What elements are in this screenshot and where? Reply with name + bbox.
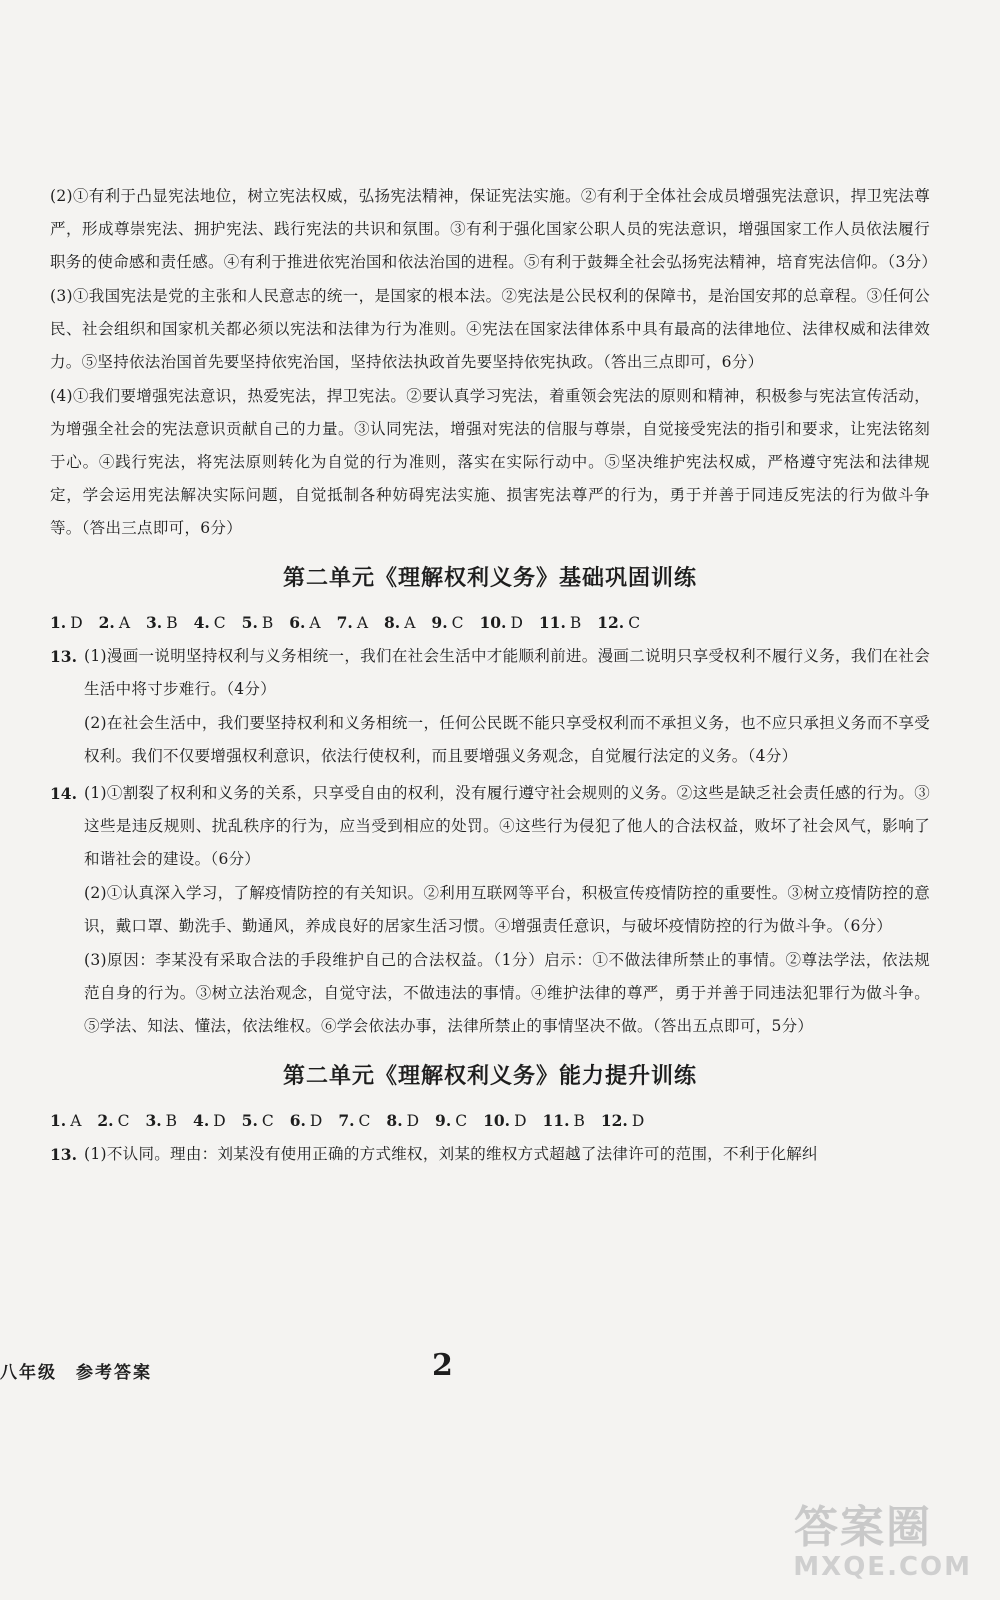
choice-answer: D [213,1112,226,1130]
choice-number: 9. [431,613,448,632]
choice-number: 1. [50,1111,67,1130]
choice-answer: A [70,1112,82,1130]
choice-answer: C [628,614,641,632]
footer-label: 八年级 参考答案 [0,1363,152,1383]
choice-number: 5. [241,1111,258,1130]
choice-answer: D [70,614,83,632]
answer-page [50,180,938,1171]
choice-number: 11. [542,1111,570,1130]
choice-answer: A [404,614,416,632]
answer-paragraph: (1)①割裂了权利和义务的关系，只享受自由的权利，没有履行遵守社会规则的义务。②这些是缺乏社会责任感的行为。③这些是违反规则、扰乱秩序的行为，应当受到相应的处罚。④这些行为侵犯了他人的合法权益，败坏了社会风气，影响了和谐社会的建设。（6分） [84,784,930,868]
choice-answer: C [261,1112,274,1130]
choice-number: 9. [435,1111,452,1130]
choice-answer: A [118,614,131,632]
choice-answer: B [261,614,274,632]
choice-number: 12. [597,613,625,632]
question-number: 14. [50,784,77,803]
multiple-choice-answers [50,1104,930,1138]
choice-number: 8. [386,1111,403,1130]
watermark-url: MXQE.COM [793,1552,972,1582]
choice-answer: D [309,1112,323,1130]
section-title: 第二单元《理解权利义务》基础巩固训练 [282,566,697,591]
choice-answer: C [117,1112,130,1130]
watermark [752,1487,972,1582]
choice-answer: B [569,614,582,632]
choice-number: 4. [193,1111,210,1130]
choice-number: 7. [336,613,353,632]
choice-number: 4. [193,613,210,632]
choice-answer: C [455,1112,468,1130]
choice-answer: D [631,1112,645,1130]
answer-paragraph: (3)①我国宪法是党的主张和人民意志的统一，是国家的根本法。②宪法是公民权利的保障书，是治国安邦的总章程。③任何公民、社会组织和国家机关都必须以宪法和法律为行为准则。④宪法在国家法律体系中具有最高的法律地位、法律权威和法律效力。⑤坚持依法治国首先要坚持依宪治国，坚持依法执政首先要坚持依宪执政。（答出三点即可，6分） [50,287,930,371]
choice-answer: B [165,1112,178,1130]
choice-answer: A [356,614,369,632]
choice-answer: C [451,614,464,632]
choice-number: 5. [241,613,258,632]
choice-number: 6. [289,613,306,632]
choice-answer: D [514,1112,527,1130]
multiple-choice-answers [50,606,930,640]
choice-number: 3. [145,1111,162,1130]
question-13 [50,640,930,773]
choice-number: 2. [97,1111,114,1130]
answer-paragraph: (2)在社会生活中，我们要坚持权利和义务相统一，任何公民既不能只享受权利而不承担义务，也不应只承担义务而不享受权利。我们不仅要增强权利意识，依法行使权利，而且要增强义务观念，自觉履行法定的义务。（4分） [84,714,930,765]
question-14 [50,777,930,1043]
choice-answer: D [510,614,523,632]
section-title: 第二单元《理解权利义务》能力提升训练 [282,1064,697,1089]
choice-number: 2. [98,613,115,632]
answer-paragraph: (4)①我们要增强宪法意识，热爱宪法，捍卫宪法。②要认真学习宪法，着重领会宪法的原则和精神，积极参与宪法宣传活动，为增强全社会的宪法意识贡献自己的力量。③认同宪法，增强对宪法的信服与尊崇，自觉接受宪法的指引和要求，让宪法铭刻于心。④践行宪法，将宪法原则转化为自觉的行为准则，落实在实际行动中。⑤坚决维护宪法权威，严格遵守宪法和法律规定，学会运用宪法解决实际问题，自觉抵制各种妨碍宪法实施、损害宪法尊严的行为，勇于并善于同违反宪法的行为做斗争等。（答出三点即可，6分） [50,387,930,537]
choice-number: 3. [146,613,163,632]
question-13 [50,1138,930,1171]
answer-paragraph: (1)不认同。理由：刘某没有使用正确的方式维权，刘某的维权方式超越了法律许可的范围，不利于化解纠 [84,1145,818,1163]
choice-answer: B [573,1112,585,1130]
answer-paragraph: (3)原因：李某没有采取合法的手段维护自己的合法权益。（1分）启示：①不做法律所禁止的事情。②尊法学法，依法规范自身的行为。③树立法治观念，自觉守法，不做违法的事情。④维护法律的尊严，勇于并善于同违法犯罪行为做斗争。⑤学法、知法、懂法，依法维权。⑥学会依法办事，法律所禁止的事情坚决不做。（答出五点即可，5分） [84,951,930,1035]
choice-number: 7. [338,1111,355,1130]
choice-number: 1. [50,613,67,632]
answer-paragraph: (1)漫画一说明坚持权利与义务相统一，我们在社会生活中才能顺利前进。漫画二说明只享受权利不履行义务，我们在社会生活中将寸步难行。（4分） [84,647,930,698]
choice-answer: B [166,614,178,632]
choice-number: 8. [384,613,401,632]
choice-number: 12. [600,1111,628,1130]
answer-paragraph: (2)①有利于凸显宪法地位，树立宪法权威，弘扬宪法精神，保证宪法实施。②有利于全体社会成员增强宪法意识，捍卫宪法尊严，形成尊崇宪法、拥护宪法、践行宪法的共识和氛围。③有利于强化国家公职人员的宪法意识，增强国家工作人员依法履行职务的使命感和责任感。④有利于推进依宪治国和依法治国的进程。⑤有利于鼓舞全社会弘扬宪法精神，培育宪法信仰。（3分） [50,187,938,271]
page-number: 2 [432,1348,453,1383]
choice-answer: C [213,614,226,632]
choice-number: 6. [289,1111,306,1130]
answer-paragraph: (2)①认真深入学习，了解疫情防控的有关知识。②利用互联网等平台，积极宣传疫情防控的重要性。③树立疫情防控的意识，戴口罩、勤洗手、勤通风，养成良好的居家生活习惯。④增强责任意识，与破坏疫情防控的行为做斗争。（6分） [84,884,930,935]
choice-number: 10. [479,613,507,632]
question-number: 13. [50,1145,77,1164]
choice-answer: C [358,1112,371,1130]
choice-number: 11. [538,613,566,632]
page-footer [0,1348,1000,1392]
choice-answer: D [406,1112,420,1130]
choice-answer: A [309,614,321,632]
watermark-logo: 答案圈 [794,1502,932,1553]
choice-number: 10. [483,1111,511,1130]
question-number: 13. [50,647,77,666]
